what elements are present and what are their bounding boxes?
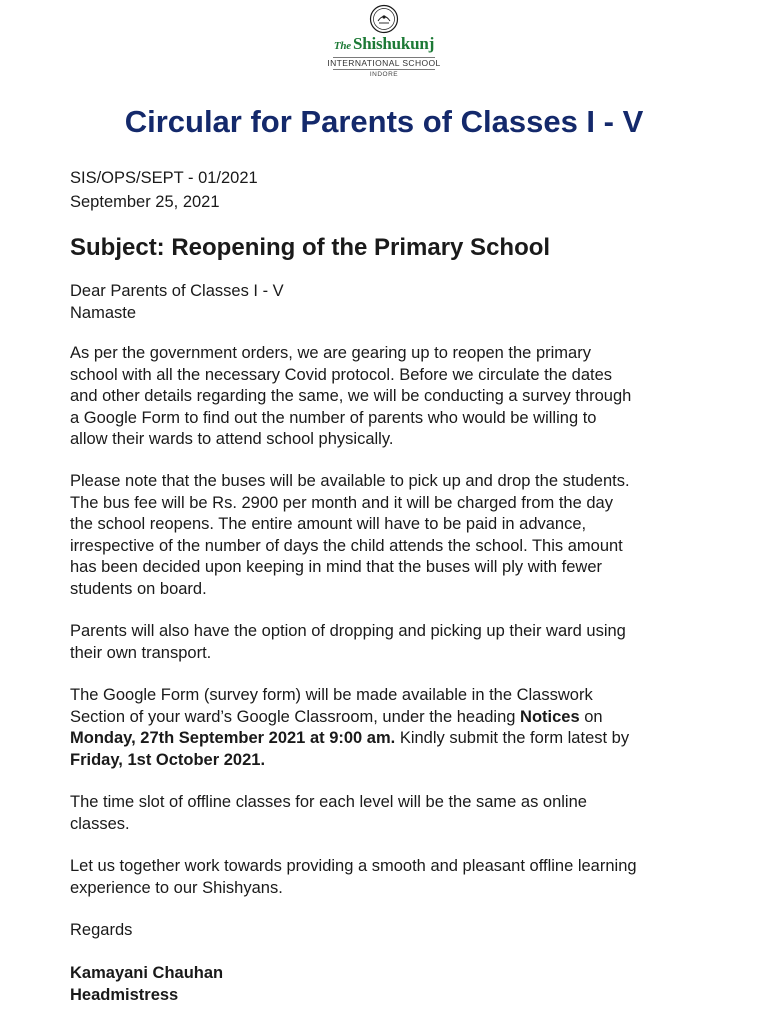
text-line: allow their wards to attend school physically.: [70, 430, 394, 448]
text-line: their own transport.: [70, 643, 212, 662]
text-line: experience to our Shishyans.: [70, 878, 283, 897]
greeting: [70, 281, 284, 324]
text-line: the school reopens. The entire amount will have to be paid in advance,: [70, 515, 587, 533]
circular-title: Circular for Parents of Classes I - V: [124, 104, 644, 139]
regards-text: Regards: [70, 921, 133, 939]
circular-date: September 25, 2021: [70, 193, 220, 211]
text-line: Please note that the buses will be available to pick up and drop the students.: [70, 472, 630, 490]
signatory-name: Kamayani Chauhan: [70, 964, 224, 982]
text-line: has been decided upon keeping in mind that the buses will ply with fewer: [70, 558, 602, 576]
logo-brand-name: Shishukunj: [352, 34, 435, 53]
subject-heading: Subject: Reopening of the Primary School: [70, 234, 551, 261]
form-release-date: Monday, 27th September 2021 at 9:00 am.: [70, 729, 396, 747]
text-segment: on: [579, 707, 603, 726]
namaste: Namaste: [70, 303, 137, 322]
paragraph-bus-fee: [70, 471, 710, 600]
text-line: a Google Form to find out the number of parents who would be willing to: [70, 408, 597, 427]
form-deadline-date: Friday, 1st October 2021.: [70, 750, 266, 769]
logo-city: INDORE: [369, 71, 399, 78]
school-crest-icon: [369, 4, 399, 34]
text-line: irrespective of the number of days the child attends the school. This amount: [70, 536, 623, 555]
paragraph-time-slot: [70, 792, 710, 835]
text-line: As per the government orders, we are gearing up to reopen the primary: [70, 344, 591, 362]
regards: [70, 920, 710, 942]
paragraph-closing-note: [70, 856, 710, 899]
text-line: The time slot of offline classes for each level will be the same as online: [70, 793, 587, 811]
text-segment: Kindly submit the form latest by: [395, 729, 630, 747]
text-line: [70, 707, 710, 729]
text-line: students on board.: [70, 579, 207, 598]
paragraph-own-transport: [70, 621, 710, 664]
text-segment: Section of your ward’s Google Classroom, under the heading: [70, 707, 521, 726]
logo-brand-prefix: The: [333, 40, 351, 52]
text-line: The Google Form (survey form) will be made available in the Classwork: [70, 686, 593, 704]
text-line: The bus fee will be Rs. 2900 per month and it will be charged from the day: [70, 493, 613, 512]
text-line: [70, 750, 710, 772]
signature-block: [70, 962, 223, 1006]
text-line: and other details regarding the same, we will be conducting a survey through: [70, 387, 632, 405]
text-line: Let us together work towards providing a smooth and pleasant offline learning: [70, 857, 637, 875]
text-line: school with all the necessary Covid protocol. Before we circulate the dates: [70, 365, 613, 384]
paragraph-survey: [70, 343, 710, 451]
text-line: [70, 728, 710, 750]
circular-meta: [70, 166, 258, 214]
notices-heading-emphasis: Notices: [520, 707, 580, 726]
signatory-designation: Headmistress: [70, 986, 179, 1004]
logo-wordmark: [0, 35, 768, 55]
text-line: classes.: [70, 814, 130, 833]
text-line: Parents will also have the option of dropping and picking up their ward using: [70, 622, 626, 640]
school-logo: [0, 4, 768, 79]
reference-number: SIS/OPS/SEPT - 01/2021: [70, 169, 258, 187]
salutation: Dear Parents of Classes I - V: [70, 282, 284, 300]
logo-subtitle: INTERNATIONAL SCHOOL: [327, 58, 441, 68]
paragraph-google-form: [70, 685, 710, 771]
